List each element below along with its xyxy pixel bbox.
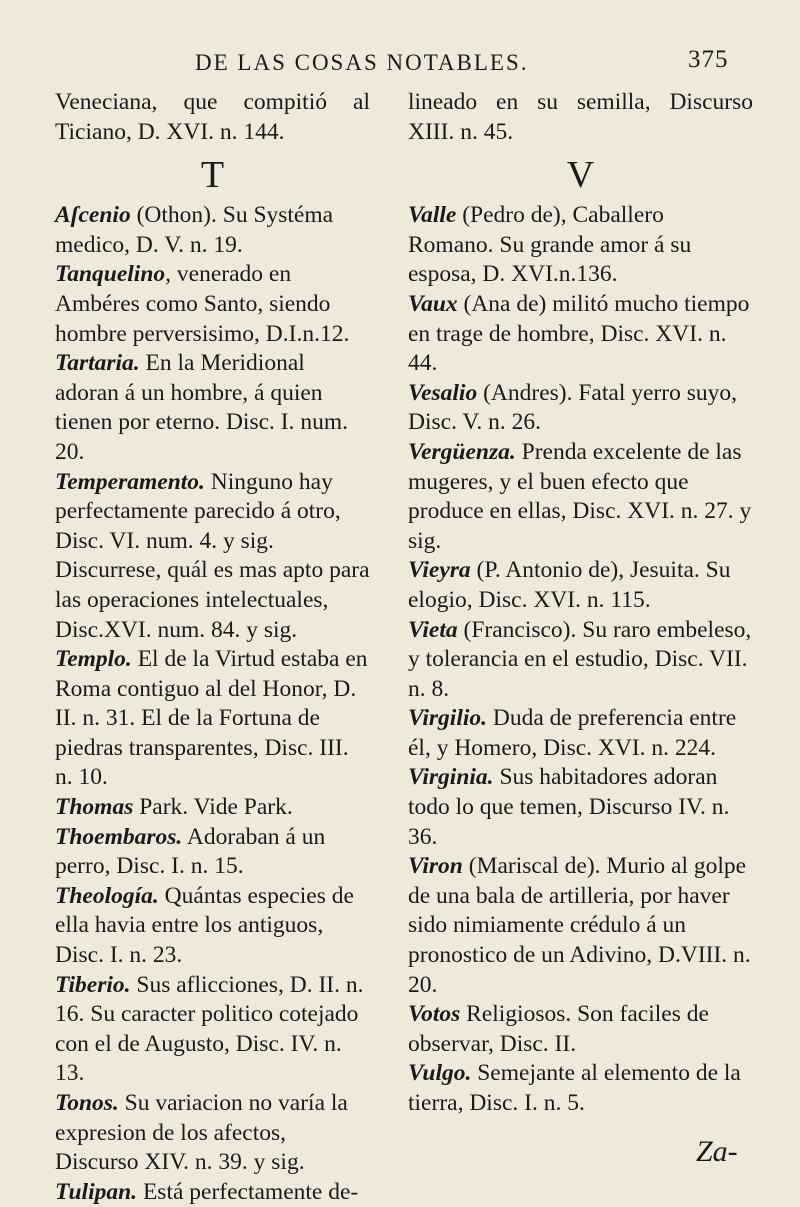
right-entry-list bbox=[408, 201, 753, 1118]
entry-heading: Vesalio bbox=[408, 379, 478, 406]
entry-text: , venerado en Ambéres como Santo, siendo hombre perversisimo, D.I.n.12. bbox=[55, 261, 350, 347]
entry-heading: Thomas bbox=[55, 794, 134, 821]
index-entry bbox=[55, 793, 370, 823]
index-entry bbox=[408, 704, 753, 763]
index-entry bbox=[408, 556, 753, 615]
left-column bbox=[55, 88, 370, 1207]
index-entry bbox=[408, 290, 753, 379]
entry-text: (Andres). Fatal yerro suyo, Disc. V. n. 26. bbox=[408, 379, 737, 436]
left-entry-list bbox=[55, 201, 370, 1207]
page-number: 375 bbox=[688, 46, 729, 73]
left-continuation: Veneciana, que compitió al Ticiano, D. XVI. n. 144. bbox=[55, 89, 370, 145]
entry-text: (Ana de) militó mucho tiempo en trage de hombre, Disc. XVI. n. 44. bbox=[408, 290, 750, 377]
index-entry bbox=[55, 971, 370, 1089]
letter-heading-v: V bbox=[566, 154, 595, 197]
right-continuation: lineado en su semilla, Discurso XIII. n. 45. bbox=[408, 89, 753, 145]
entry-heading: Tanquelino bbox=[55, 261, 166, 288]
entry-heading: Thoembaros. bbox=[55, 823, 183, 850]
entry-heading: Templo. bbox=[55, 646, 132, 673]
index-entry bbox=[408, 379, 753, 438]
entry-heading: Aſcenio bbox=[55, 202, 131, 229]
right-column bbox=[408, 88, 753, 1119]
entry-heading: Tulipan. bbox=[55, 1178, 138, 1205]
index-entry bbox=[408, 852, 753, 1000]
entry-heading: Vieta bbox=[408, 616, 458, 643]
index-entry bbox=[55, 201, 370, 260]
entry-text: Sus aflicciones, D. II. n. 16. Su caracter politico cotejado con el de Augusto, Disc. IV. n. 13. bbox=[55, 971, 364, 1087]
entry-heading: Valle bbox=[408, 202, 457, 229]
index-entry bbox=[408, 763, 753, 852]
index-entry bbox=[55, 1178, 370, 1207]
entry-text: (Othon). Su Systéma medico, D. V. n. 19. bbox=[55, 202, 334, 258]
entry-text: En la Meridional adoran á un hombre, á quien tienen por eterno. Disc. I. num. 20. bbox=[55, 350, 349, 465]
index-entry bbox=[55, 349, 370, 467]
entry-text: Duda de preferencia entre él, y Homero, Disc. XVI. n. 224. bbox=[408, 705, 737, 761]
entry-text: Park. Vide Park. bbox=[133, 794, 293, 821]
entry-text: (Francisco). Su raro embeleso, y tolerancia en el estudio, Disc. VII. n. 8. bbox=[408, 616, 752, 702]
entry-heading: Vergüenza. bbox=[408, 438, 516, 465]
index-entry bbox=[408, 438, 753, 556]
index-entry bbox=[55, 882, 370, 971]
entry-heading: Tartaria. bbox=[55, 350, 140, 377]
entry-text: (Pedro de), Caballero Romano. Su grande amor á su esposa, D. XVI.n.136. bbox=[408, 202, 692, 288]
entry-heading: Vieyra bbox=[408, 557, 471, 584]
index-entry bbox=[408, 1000, 753, 1059]
entry-text: Religiosos. Son faciles de observar, Disc. II. bbox=[408, 1001, 709, 1057]
entry-text: Prenda excelente de las mugeres, y el buen efecto que produce en ellas, Disc. XVI. n. 27. y sig. bbox=[408, 438, 752, 554]
running-head: DE LAS COSAS NOTABLES. bbox=[195, 50, 529, 75]
entry-heading: Vaux bbox=[408, 290, 458, 317]
entry-heading: Virginia. bbox=[408, 764, 494, 791]
entry-text: (P. Antonio de), Jesuita. Su elogio, Disc. XVI. n. 115. bbox=[408, 557, 731, 613]
entry-text: El de la Virtud estaba en Roma contiguo al del Honor, D. II. n. 31. El de la Fortuna de piedras transparentes, Disc. III. n. 10. bbox=[55, 646, 368, 791]
index-entry bbox=[408, 1059, 753, 1118]
entry-heading: Theología. bbox=[55, 882, 159, 909]
entry-text: Semejante al elemento de la tierra, Disc. I. n. 5. bbox=[408, 1060, 741, 1116]
entry-text: Quántas especies de ella havia entre los antiguos, Disc. I. n. 23. bbox=[55, 882, 354, 969]
index-entry bbox=[55, 823, 370, 882]
entry-text: Adoraban á un perro, Disc. I. n. 15. bbox=[55, 823, 326, 880]
entry-text: Ninguno hay perfectamente parecido á otro, Disc. VI. num. 4. y sig. Discurrese, quál es mas apto para las operaciones intelectuales, Disc.XVI. num. 84. y sig. bbox=[55, 468, 370, 643]
entry-text: (Mariscal de). Murio al golpe de una bala de artilleria, por haver sido nimiamente crédulo á un pronostico de un Adivino, D.VIII. n. 20. bbox=[408, 853, 751, 998]
entry-text: Sus habitadores adoran todo lo que temen, Discurso IV. n. 36. bbox=[408, 764, 730, 850]
letter-heading-t: T bbox=[200, 154, 225, 197]
entry-heading: Temperamento. bbox=[55, 468, 205, 495]
entry-heading: Vulgo. bbox=[408, 1060, 472, 1087]
index-entry bbox=[408, 616, 753, 705]
entry-heading: Votos bbox=[408, 1001, 461, 1028]
index-entry bbox=[55, 1089, 370, 1178]
entry-heading: Tiberio. bbox=[55, 971, 131, 998]
catchword: Za- bbox=[696, 1135, 738, 1168]
entry-text: Está perfectamente de- bbox=[137, 1178, 359, 1205]
index-entry bbox=[55, 645, 370, 793]
index-entry bbox=[55, 468, 370, 646]
index-entry bbox=[408, 201, 753, 290]
entry-heading: Viron bbox=[408, 853, 463, 880]
entry-heading: Tonos. bbox=[55, 1090, 119, 1116]
entry-heading: Virgilio. bbox=[408, 705, 488, 732]
entry-text: Su variacion no varía la expresion de los afectos, Discurso XIV. n. 39. y sig. bbox=[55, 1090, 348, 1176]
index-entry bbox=[55, 260, 370, 349]
